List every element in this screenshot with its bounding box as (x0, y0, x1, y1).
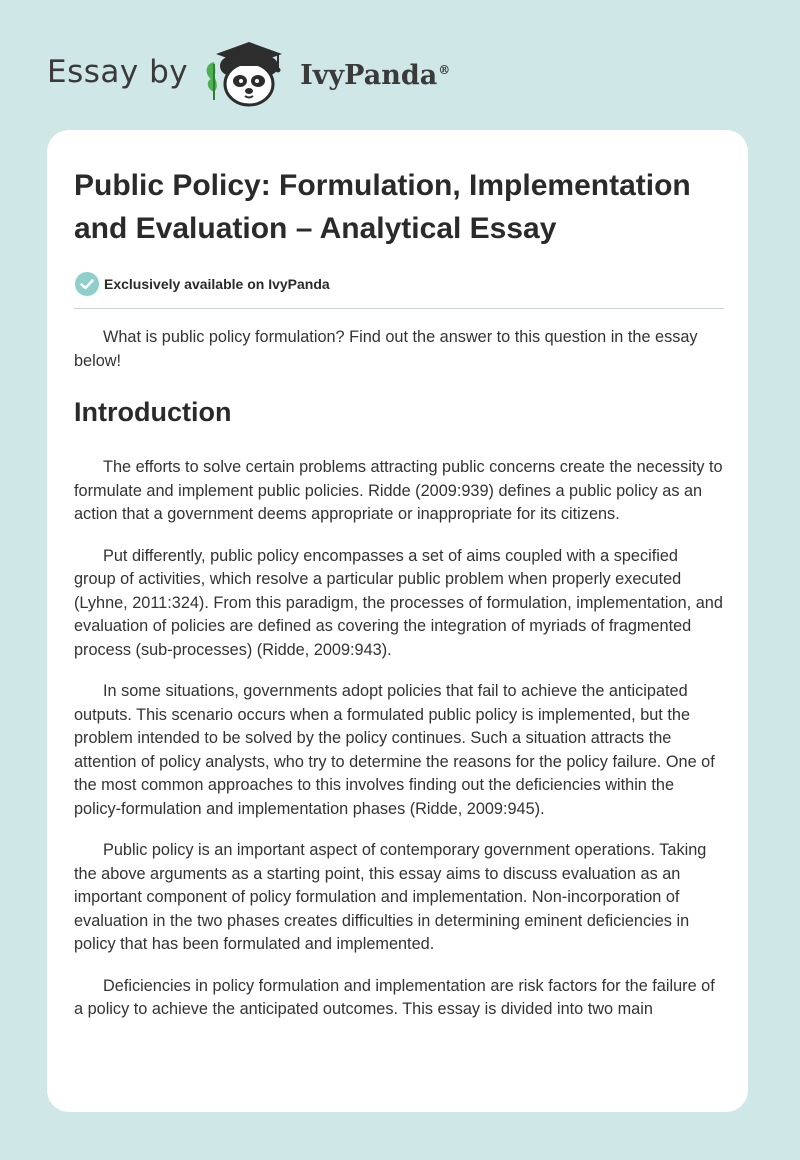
exclusive-badge (74, 271, 724, 297)
body-paragraph: Deficiencies in policy formulation and implementation are risk factors for the failure of a policy to achieve the anticipated outcomes. This essay is divided into two main (74, 976, 715, 1018)
registered-mark: ® (438, 62, 451, 77)
body-paragraph: Put differently, public policy encompasses a set of aims coupled with a specified group of activities, which resolve a particular public problem when properly executed (Lyhne, 2011:324). From this paradigm, the processes of formulation, implementation, and evaluation of policies are defined as covering the integration of myriads of fragmented process (sub-processes) (Ridde, 2009:943). (74, 546, 723, 659)
section-heading-introduction: Introduction (74, 397, 232, 427)
divider (74, 308, 724, 309)
essay-card (47, 130, 748, 1112)
panda-logo-icon (202, 36, 296, 108)
brand-name (300, 60, 450, 91)
body-paragraph: The efforts to solve certain problems attracting public concerns create the necessity to formulate and implement public policies. Ridde (2009:939) defines a public policy as an action that a government deems appropriate or inappropriate for its citizens. (74, 458, 723, 523)
essay-title: Public Policy: Formulation, Implementation and Evaluation – Analytical Essay (74, 169, 691, 245)
essay-content (74, 164, 724, 1022)
check-circle-icon (74, 271, 100, 297)
body-paragraph: Public policy is an important aspect of contemporary government operations. Taking the above arguments as a starting point, this essay aims to discuss evaluation as an important component of policy formulation and implementation. Non-incorporation of evaluation in the two phases creates difficulties in determining eminent deficiencies in policy that has been formulated and implemented. (74, 841, 707, 953)
site-brand[interactable] (47, 36, 450, 108)
brand-name-text: IvyPanda (300, 59, 438, 91)
intro-paragraph: What is public policy formulation? Find out the answer to this question in the essay below! (74, 328, 698, 370)
brand-prefix: Essay by (47, 54, 189, 90)
body-paragraph: In some situations, governments adopt policies that fail to achieve the anticipated outputs. This scenario occurs when a formulated public policy is implemented, but the problem intended to be solved by the policy continues. Such a situation attracts the attention of policy analysts, who try to determine the reasons for the policy failure. One of the most common approaches to this involves finding out the deficiencies within the policy-formulation and implementation phases (Ridde, 2009:945). (74, 682, 715, 818)
badge-text: Exclusively available on IvyPanda (104, 276, 330, 292)
